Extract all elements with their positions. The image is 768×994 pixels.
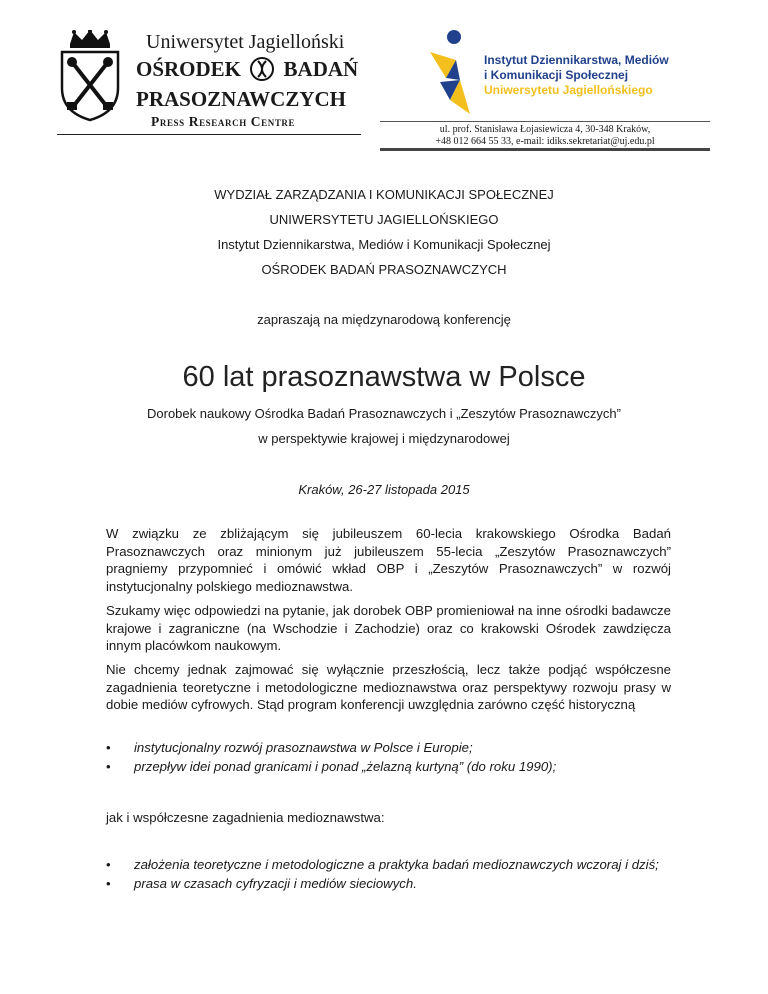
institute-name-line3: Uniwersytetu Jagiellońskiego bbox=[484, 83, 653, 97]
research-centre-name-line1 bbox=[136, 56, 358, 82]
institute-name-line1: Instytut Dziennikarstwa, Mediów bbox=[484, 53, 669, 67]
research-centre-name-line2: PRASOZNAWCZYCH bbox=[136, 87, 347, 111]
organizer-faculty: WYDZIAŁ ZARZĄDZANIA I KOMUNIKACJI SPOŁECZNEJ bbox=[214, 187, 554, 202]
conference-subtitle-line1: Dorobek naukowy Ośrodka Badań Prasoznawczych i „Zeszytów Prasoznawczych” bbox=[147, 406, 621, 421]
university-name: Uniwersytet Jagielloński bbox=[146, 31, 345, 53]
list-item-text: instytucjonalny rozwój prasoznawstwa w Polsce i Europie; bbox=[134, 740, 473, 755]
list-item bbox=[106, 740, 473, 755]
university-crest-icon bbox=[58, 30, 122, 122]
organizer-institute: Instytut Dziennikarstwa, Mediów i Komunikacji Społecznej bbox=[217, 237, 551, 252]
obp-emblem-icon bbox=[250, 56, 274, 82]
header-divider-right-top bbox=[380, 121, 710, 122]
organizer-research-centre: OŚRODEK BADAŃ PRASOZNAWCZYCH bbox=[261, 262, 507, 277]
paragraph-intro: W związku ze zbliżającym się jubileuszem 60-lecia krakowskiego Ośrodka Badań Prasoznawczych oraz minionym już jubileuszem 55-lecia „Zeszytów Prasoznawczych” pragniemy przypomnieć i omówić wkład OBP i „Zeszytów Prasoznawczych” w rozwój instytucjonalny polskiego medioznawstwa. bbox=[106, 526, 671, 594]
institute-name-line2: i Komunikacji Społecznej bbox=[484, 68, 629, 82]
paragraph-program: Nie chcemy jednak zajmować się wyłącznie przeszłością, lecz także podjąć współczesne zagadnienia teoretyczne i metodologiczne medioznawstwa oraz perspektywy rozwoju prasy w dobie mediów cyfrowych. Stąd program konferencji uwzględnia zarówno część historyczną bbox=[106, 662, 671, 712]
conference-subtitle-line2: w perspektywie krajowej i międzynarodowej bbox=[258, 431, 510, 446]
address-line-street: ul. prof. Stanisława Łojasiewicza 4, 30-348 Kraków, bbox=[439, 124, 651, 135]
research-centre-english-name: Press Research Centre bbox=[151, 114, 296, 129]
bullet-icon: • bbox=[106, 857, 111, 872]
institute-name bbox=[484, 53, 669, 98]
bullet-icon: • bbox=[106, 876, 111, 891]
address-line-contact: +48 012 664 55 33, e-mail: idiks.sekretariat@uj.edu.pl bbox=[435, 136, 655, 147]
bullet-icon: • bbox=[106, 759, 111, 774]
header-divider-right-bottom bbox=[380, 148, 710, 151]
list-item bbox=[106, 857, 659, 872]
list-item bbox=[106, 876, 417, 891]
invitation-text: zapraszają na międzynarodową konferencję bbox=[257, 312, 511, 327]
list-item-text: przepływ idei ponad granicami i ponad „żelazną kurtyną” (do roku 1990); bbox=[134, 759, 557, 774]
paragraph-transition: jak i współczesne zagadnienia medioznawstwa: bbox=[106, 810, 385, 825]
conference-date: Kraków, 26-27 listopada 2015 bbox=[298, 482, 470, 497]
institute-logo-icon bbox=[426, 30, 476, 116]
list-item-text: prasa w czasach cyfryzacji i mediów sieciowych. bbox=[134, 876, 417, 891]
paragraph-questions: Szukamy więc odpowiedzi na pytanie, jak dorobek OBP promieniował na inne ośrodki badawcze krajowe i zagraniczne (na Wschodzie i Zachodzie) oraz co krakowski Ośrodek zawdzięcza innym placówkom naukowym. bbox=[106, 603, 671, 653]
organizer-university: UNIWERSYTETU JAGIELLOŃSKIEGO bbox=[269, 212, 499, 227]
research-centre-word-badan: BADAŃ bbox=[283, 57, 359, 81]
header-divider-left bbox=[57, 134, 361, 135]
bullet-icon: • bbox=[106, 740, 111, 755]
conference-title: 60 lat prasoznawstwa w Polsce bbox=[182, 361, 586, 393]
institute-address bbox=[380, 124, 710, 148]
list-item-text: założenia teoretyczne i metodologiczne a praktyka badań medioznawczych wczoraj i dziś; bbox=[134, 857, 659, 872]
list-item bbox=[106, 759, 556, 774]
research-centre-word-osrodek: OŚRODEK bbox=[136, 57, 242, 81]
